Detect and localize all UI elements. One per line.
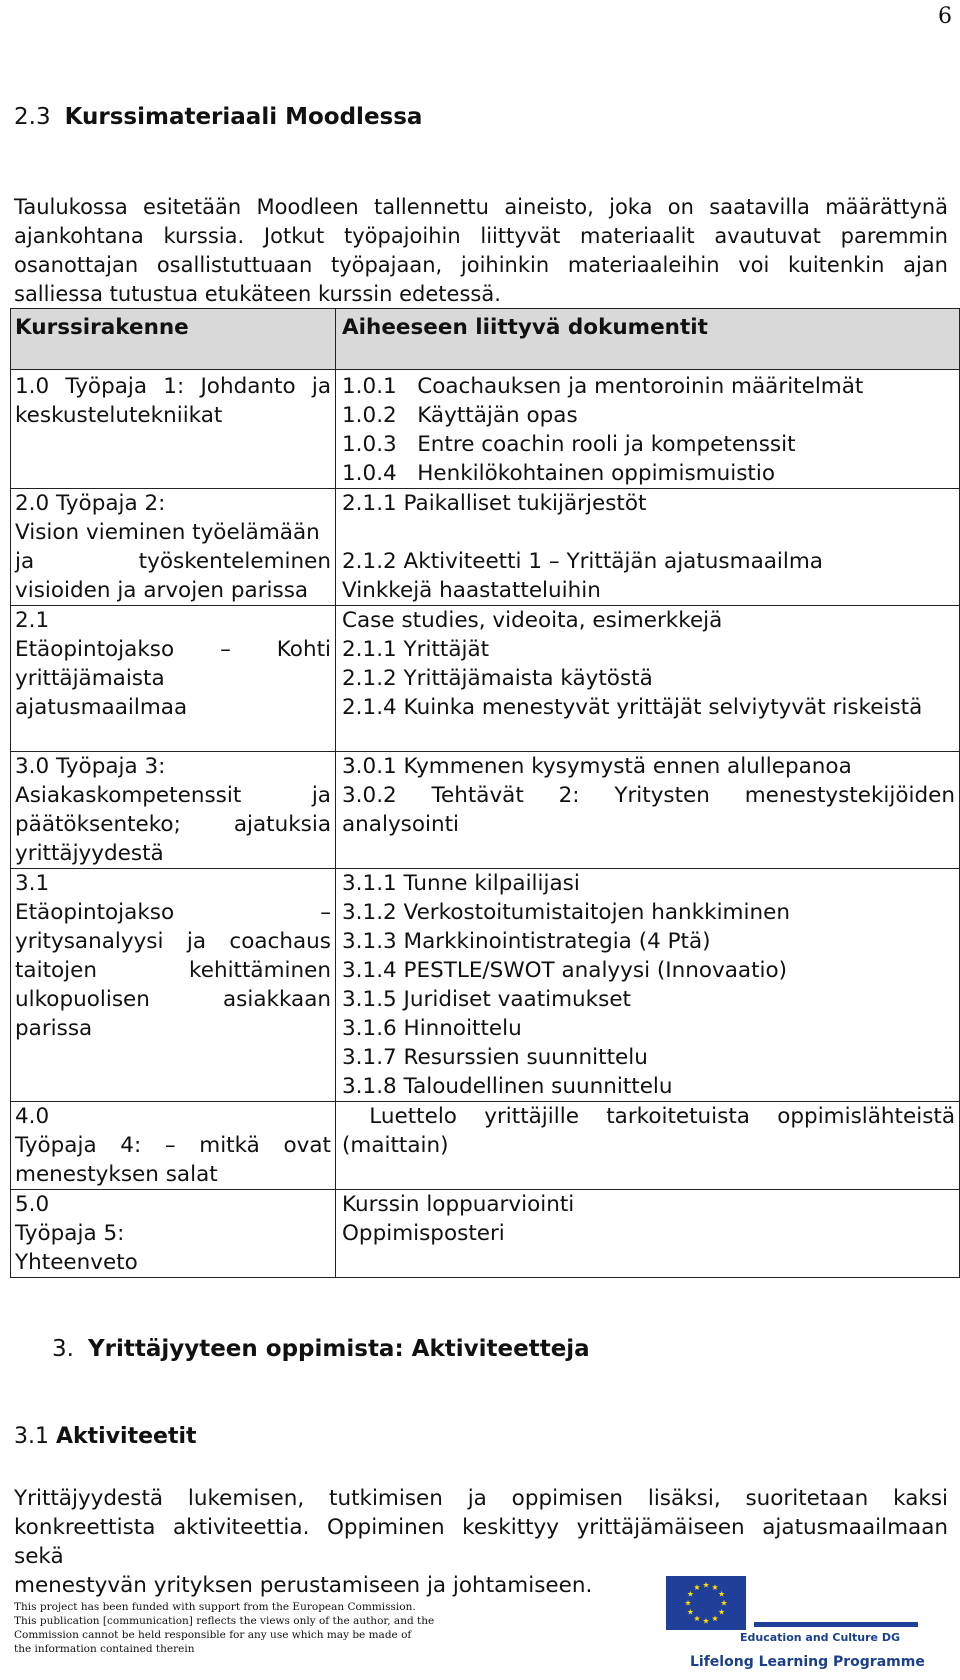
disclaimer-line: the information contained therein: [14, 1643, 195, 1655]
cell-line: Työpaja 4: – mitkä ovat: [15, 1133, 331, 1158]
cell-line: Yhteenveto: [15, 1250, 138, 1275]
course-cell: [11, 752, 336, 869]
cell-line: visioiden ja arvojen parissa: [15, 578, 309, 603]
cell-line: ulkopuolisen asiakkaan: [15, 987, 331, 1012]
document-item: 3.0.1 Kymmenen kysymystä ennen alullepanoa: [342, 754, 852, 779]
course-cell: [11, 606, 336, 752]
document-item: 3.1.4 PESTLE/SWOT analyysi (Innovaatio): [342, 958, 788, 983]
cell-line: Vision vieminen työelämään: [15, 520, 320, 545]
document-item: 3.1.3 Markkinointistrategia (4 Ptä): [342, 929, 711, 954]
section-title: Aktiviteetit: [56, 1424, 197, 1449]
document-item: Luettelo yrittäjille tarkoitetuista oppimislähteistä: [342, 1104, 955, 1129]
cell-line: menestyksen salat: [15, 1162, 218, 1187]
cell-line: keskustelutekniikat: [15, 403, 223, 428]
document-cell: [336, 869, 960, 1102]
document-item: 3.0.2 Tehtävät 2: Yritysten menestystekijöiden: [342, 783, 955, 808]
document-cell: [336, 752, 960, 869]
table-row: [11, 489, 960, 606]
table-row: [11, 1190, 960, 1278]
table-row: [11, 752, 960, 869]
document-item: 3.1.6 Hinnoittelu: [342, 1016, 522, 1041]
document-item: 1.0.4 Henkilökohtainen oppimismuistio: [342, 461, 775, 486]
document-item: 3.1.7 Resurssien suunnittelu: [342, 1045, 648, 1070]
document-item: 1.0.2 Käyttäjän opas: [342, 403, 578, 428]
section-heading-2-3: [14, 104, 422, 130]
course-cell: [11, 869, 336, 1102]
document-item: 1.0.3 Entre coachin rooli ja kompetenssit: [342, 432, 796, 457]
logo-divider: [754, 1622, 918, 1627]
logo-text-education: Education and Culture DG: [740, 1631, 901, 1644]
document-item: 3.1.8 Taloudellinen suunnittelu: [342, 1074, 673, 1099]
paragraph-line: konkreettista aktiviteettia. Oppiminen keskittyy yrittäjämäiseen ajatusmaailmaan sekä: [14, 1515, 948, 1569]
cell-line: taitojen kehittäminen: [15, 958, 331, 983]
section-title: Yrittäjyyteen oppimista: Aktiviteetteja: [87, 1336, 590, 1362]
document-item: 2.1.4 Kuinka menestyvät yrittäjät selviytyvät riskeistä: [342, 695, 923, 720]
document-item: Case studies, videoita, esimerkkejä: [342, 608, 723, 633]
disclaimer-line: This publication [communication] reflects the views only of the author, and the: [14, 1615, 435, 1627]
cell-line: ja työskenteleminen: [15, 549, 331, 574]
cell-line: Etäopintojakso – Kohti: [15, 637, 331, 662]
document-cell: [336, 370, 960, 489]
spacer: [15, 722, 331, 751]
intro-line: ajankohtana kurssia. Jotkut työpajoihin liittyvät materiaalit avautuvat paremmin: [14, 224, 948, 248]
document-item: 2.1.1 Yrittäjät: [342, 637, 490, 662]
header-related-documents: Aiheeseen liittyvä dokumentit: [336, 309, 960, 370]
header-course-structure: Kurssirakenne: [11, 309, 336, 370]
table-row: [11, 1102, 960, 1190]
cell-line: 3.0 Työpaja 3:: [15, 754, 166, 779]
cell-line: ajatusmaailmaa: [15, 695, 188, 720]
disclaimer-line: Commission cannot be held responsible for any use which may be made of: [14, 1629, 412, 1641]
cell-line: päätöksenteko; ajatuksia: [15, 812, 331, 837]
course-structure-table: [10, 308, 960, 1278]
table-header-row: [11, 309, 960, 370]
document-item: (maittain): [342, 1133, 449, 1158]
course-cell: [11, 370, 336, 489]
intro-line: salliessa tutustua etukäteen kurssin edetessä.: [14, 282, 501, 306]
spacer: [342, 518, 955, 547]
logo-text-lifelong: Lifelong Learning Programme: [690, 1654, 925, 1670]
section-number: 3.: [52, 1336, 74, 1362]
document-item: Vinkkejä haastatteluihin: [342, 578, 601, 603]
cell-line: Asiakaskompetenssit ja: [15, 783, 331, 808]
funding-disclaimer: [14, 1600, 484, 1656]
cell-line: Etäopintojakso –: [15, 900, 331, 925]
intro-line: osanottajan osallistuttuaan työpajaan, joihinkin materiaaleihin voi kuitenkin ajan: [14, 253, 948, 277]
document-item: Kurssin loppuarviointi: [342, 1192, 575, 1217]
section-title: Kurssimateriaali Moodlessa: [64, 104, 423, 130]
section-number: 2.3: [14, 104, 51, 130]
intro-line: Taulukossa esitetään Moodleen tallennettu aineisto, joka on saatavilla määrättynä: [14, 195, 948, 219]
cell-line: yrittäjyydestä: [15, 841, 164, 866]
paragraph-line: menestyvän yrityksen perustamiseen ja johtamiseen.: [14, 1573, 593, 1598]
document-item: 3.1.1 Tunne kilpailijasi: [342, 871, 580, 896]
cell-line: yrittäjämaista: [15, 666, 165, 691]
table-row: [11, 370, 960, 489]
document-item: analysointi: [342, 812, 460, 837]
disclaimer-line: This project has been funded with support from the European Commission.: [14, 1601, 416, 1613]
table-row: [11, 606, 960, 752]
cell-line: Työpaja 5:: [15, 1221, 125, 1246]
section-heading-3: [52, 1336, 590, 1362]
cell-line: 2.1: [15, 608, 50, 633]
paragraph-line: Yrittäjyydestä lukemisen, tutkimisen ja oppimisen lisäksi, suoritetaan kaksi: [14, 1486, 948, 1511]
document-item: 3.1.2 Verkostoitumistaitojen hankkiminen: [342, 900, 790, 925]
section-heading-3-1: [14, 1424, 197, 1449]
intro-paragraph: [14, 193, 948, 309]
document-item: 2.1.2 Yrittäjämaista käytöstä: [342, 666, 653, 691]
page-number: 6: [938, 4, 952, 29]
cell-line: parissa: [15, 1016, 93, 1041]
cell-line: 2.0 Työpaja 2:: [15, 491, 166, 516]
cell-line: 3.1: [15, 871, 50, 896]
course-cell: [11, 1190, 336, 1278]
document-item: 1.0.1 Coachauksen ja mentoroinin määritelmät: [342, 374, 864, 399]
table-row: [11, 869, 960, 1102]
cell-line: yritysanalyysi ja coachaus: [15, 929, 331, 954]
document-item: Oppimisposteri: [342, 1221, 505, 1246]
cell-line: 4.0: [15, 1104, 50, 1129]
cell-line: 1.0 Työpaja 1: Johdanto ja: [15, 374, 331, 399]
document-item: 3.1.5 Juridiset vaatimukset: [342, 987, 631, 1012]
document-cell: [336, 1102, 960, 1190]
course-cell: [11, 489, 336, 606]
section-number: 3.1: [14, 1424, 49, 1449]
course-cell: [11, 1102, 336, 1190]
document-item: 2.1.2 Aktiviteetti 1 – Yrittäjän ajatusmaailma: [342, 549, 823, 574]
document-cell: [336, 1190, 960, 1278]
document-cell: [336, 489, 960, 606]
cell-line: 5.0: [15, 1192, 50, 1217]
document-item: 2.1.1 Paikalliset tukijärjestöt: [342, 491, 647, 516]
document-cell: [336, 606, 960, 752]
